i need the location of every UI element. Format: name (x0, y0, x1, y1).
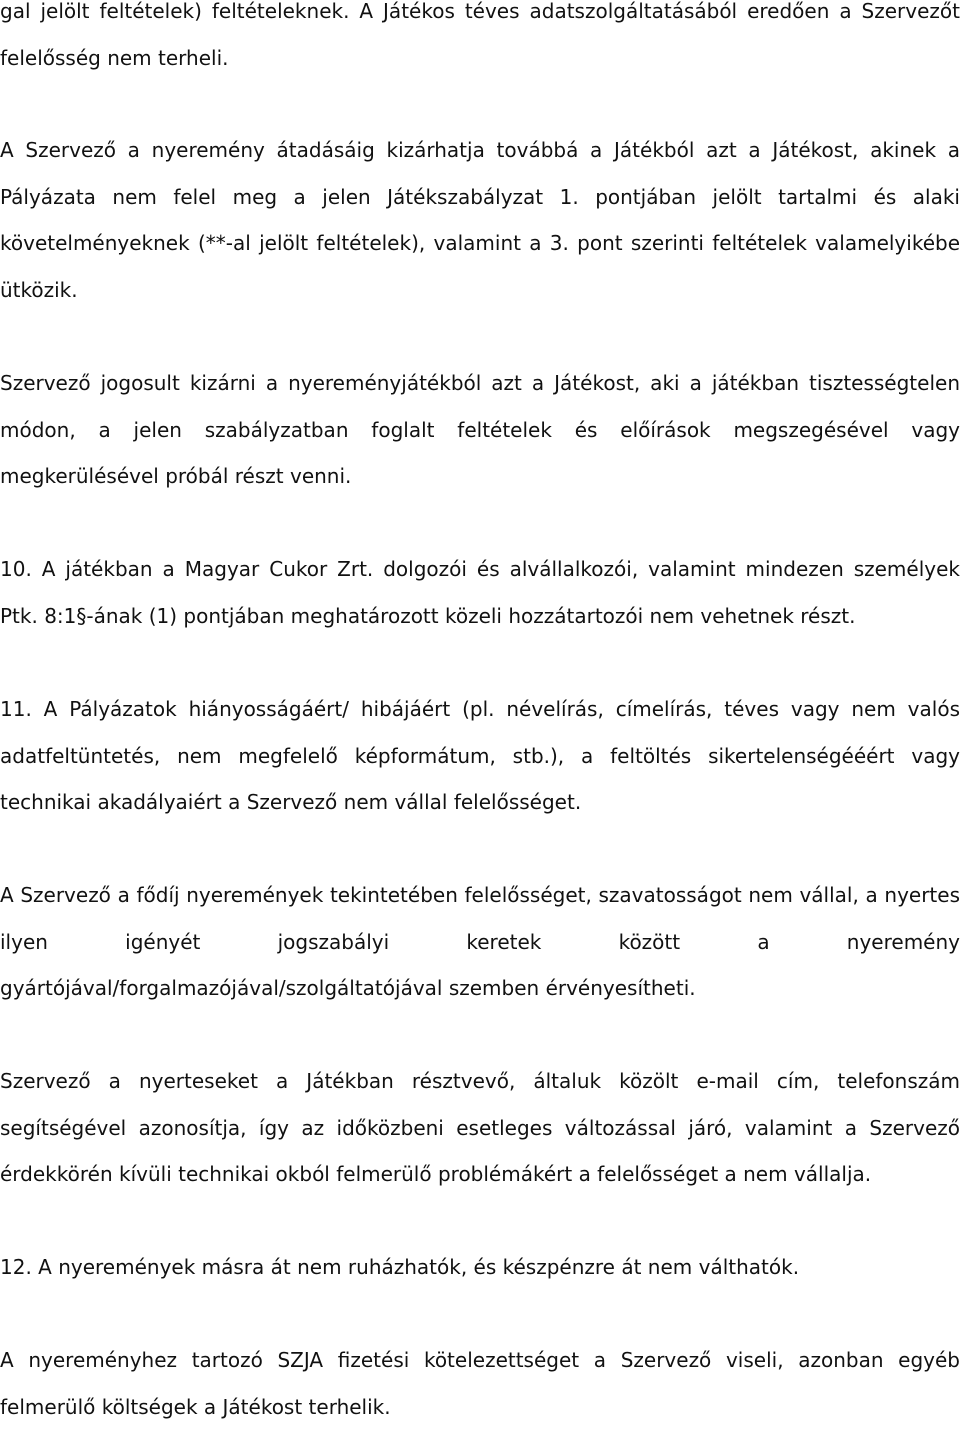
paragraph-main-prize-warranty: A Szervező a fődíj nyeremények tekintetében felelősséget, szavatosságot nem vállal, a nyertes ilyen igényét jogszabályi keretek között a nyeremény gyártójával/forgalmazójával/szolgáltatójával szemben érvényesítheti. (0, 883, 960, 1000)
paragraph-winner-identification: Szervező a nyerteseket a Játékban résztvevő, általuk közölt e-mail cím, telefonszám segítségével azonosítja, így az időközbeni esetleges változással járó, valamint a Szervező érdekkörén kívüli technikai okból felmerülő problémákért a felelősséget a nem vállalja. (0, 1069, 960, 1186)
paragraph-10-participants: 10. A játékban a Magyar Cukor Zrt. dolgozói és alvállalkozói, valamint mindezen személyek Ptk. 8:1§-ának (1) pontjában meghatározott közeli hozzátartozói nem vehetnek részt. (0, 557, 960, 628)
paragraph-exclusion-unfair: Szervező jogosult kizárni a nyereményjátékból azt a Játékost, aki a játékban tisztességtelen módon, a jelen szabályzatban foglalt feltételek és előírások megszegésével vagy megkerülésével próbál részt venni. (0, 371, 960, 488)
paragraph-tax-costs: A nyereményhez tartozó SZJA fizetési kötelezettséget a Szervező viseli, azonban egyéb felmerülő költségek a Játékost terhelik. (0, 1348, 960, 1419)
paragraph-11-application-errors: 11. A Pályázatok hiányosságáért/ hibájáért (pl. névelírás, címelírás, téves vagy nem valós adatfeltüntetés, nem megfelelő képformátum, stb.), a feltöltés sikertelenségééért vagy technikai akadályaiért a Szervező nem vállal felelősséget. (0, 697, 960, 814)
paragraph-exclusion-requirements: A Szervező a nyeremény átadásáig kizárhatja továbbá a Játékból azt a Játékost, akinek a Pályázata nem felel meg a jelen Játékszabályzat 1. pontjában jelölt tartalmi és alaki követelményeknek (**-al jelölt feltételek), valamint a 3. pont szerinti feltételek valamelyikébe ütközik. (0, 138, 960, 302)
paragraph-12-non-transferable: 12. A nyeremények másra át nem ruházhatók, és készpénzre át nem válthatók. (0, 1255, 800, 1279)
paragraph-data-liability: gal jelölt feltételek) feltételeknek. A Játékos téves adatszolgáltatásából eredően a Szervezőt felelősség nem terheli. (0, 0, 960, 70)
